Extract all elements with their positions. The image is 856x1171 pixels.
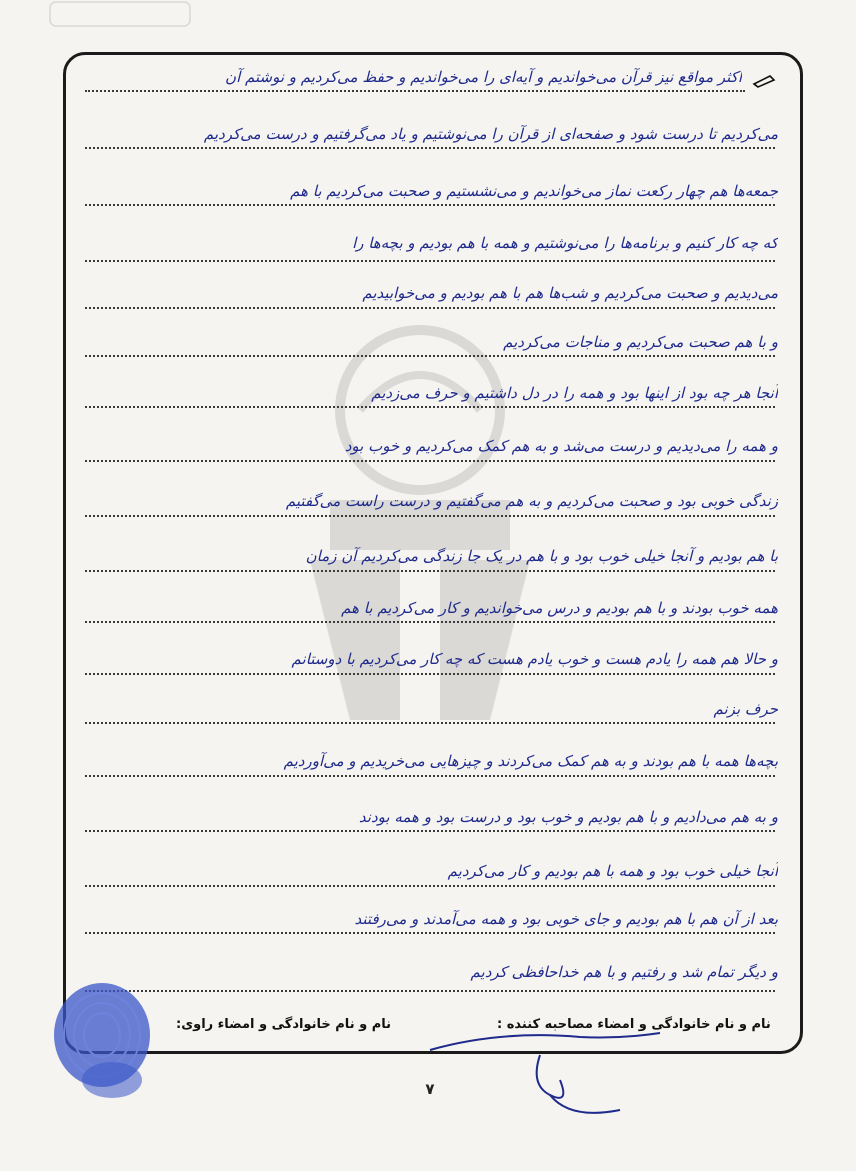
narrator-signature-label: نام و نام خانوادگی و امضاء راوی:: [176, 1017, 391, 1032]
ruled-line: [85, 355, 775, 357]
ruled-line: [85, 204, 775, 206]
pen-icon: [752, 72, 778, 88]
ruled-line: [85, 307, 775, 309]
page-number: ۷: [425, 1080, 435, 1098]
ruled-line: [85, 722, 775, 724]
handwritten-line: و به هم می‌دادیم و با هم بودیم و خوب بود و درست بود و همه بودند: [358, 808, 778, 826]
ruled-line: [85, 260, 775, 262]
faded-stamp-mark: [40, 0, 200, 30]
fingerprint-mark: [42, 975, 192, 1105]
handwritten-line: جمعه‌ها هم چهار رکعت نماز می‌خواندیم و می‌نشستیم و صحبت می‌کردیم با هم: [290, 182, 778, 200]
handwritten-line: که چه کار کنیم و برنامه‌ها را می‌نوشتیم و همه با هم بودیم و بچه‌ها را: [352, 234, 778, 252]
ruled-line: [85, 885, 775, 887]
handwritten-line: و همه را می‌دیدیم و درست می‌شد و به هم کمک می‌کردیم و خوب بود: [344, 437, 778, 455]
handwritten-line: آنجا هر چه بود از اینها بود و همه را در دل داشتیم و حرف می‌زدیم: [371, 384, 778, 402]
ruled-line: [85, 621, 775, 623]
ruled-line: [85, 673, 775, 675]
ruled-line: [85, 406, 775, 408]
handwritten-line: و با هم صحبت می‌کردیم و مناجات می‌کردیم: [503, 333, 778, 351]
handwritten-line: و دیگر تمام شد و رفتیم و با هم خداحافظی کردیم: [470, 963, 778, 981]
ruled-line: [85, 460, 775, 462]
interviewer-signature-label: نام و نام خانوادگی و امضاء مصاحبه کننده :: [497, 1017, 771, 1032]
handwritten-line: می‌کردیم تا درست شود و صفحه‌ای از قرآن را می‌نوشتیم و یاد می‌گرفتیم و درست می‌کردیم: [203, 125, 778, 143]
ruled-line: [85, 147, 775, 149]
ruled-line: [85, 515, 775, 517]
handwritten-line: آنجا خیلی خوب بود و همه با هم بودیم و کار می‌کردیم: [447, 862, 778, 880]
handwritten-line: حرف بزنم: [713, 700, 778, 718]
handwritten-line: بعد از آن هم با هم بودیم و جای خوبی بود و همه می‌آمدند و می‌رفتند: [354, 910, 778, 928]
ruled-line: [85, 90, 745, 92]
handwritten-line: اکثر مواقع نیز قرآن می‌خواندیم و آیه‌ای را می‌خواندیم و حفظ می‌کردیم و نوشتم آن: [225, 68, 742, 86]
ruled-line: [85, 830, 775, 832]
handwritten-line: می‌دیدیم و صحبت می‌کردیم و شب‌ها هم با هم بودیم و می‌خوابیدیم: [362, 284, 778, 302]
handwritten-signature: [420, 1025, 680, 1125]
ruled-line: [85, 775, 775, 777]
handwritten-line: و حالا هم همه را یادم هست و خوب یادم هست که چه کار می‌کردیم با دوستانم: [291, 650, 778, 668]
ruled-line: [85, 570, 775, 572]
ruled-line: [85, 932, 775, 934]
handwritten-line: زندگی خوبی بود و صحبت می‌کردیم و به هم می‌گفتیم و درست راست می‌گفتیم: [285, 492, 778, 510]
handwritten-line: با هم بودیم و آنجا خیلی خوب بود و با هم در یک جا زندگی می‌کردیم آن زمان: [305, 547, 778, 565]
handwritten-line: بچه‌ها همه با هم بودند و به هم کمک می‌کردند و چیزهایی می‌خریدیم و می‌آوردیم: [283, 752, 778, 770]
handwritten-line: همه خوب بودند و با هم بودیم و درس می‌خواندیم و کار می‌کردیم با هم: [341, 599, 778, 617]
